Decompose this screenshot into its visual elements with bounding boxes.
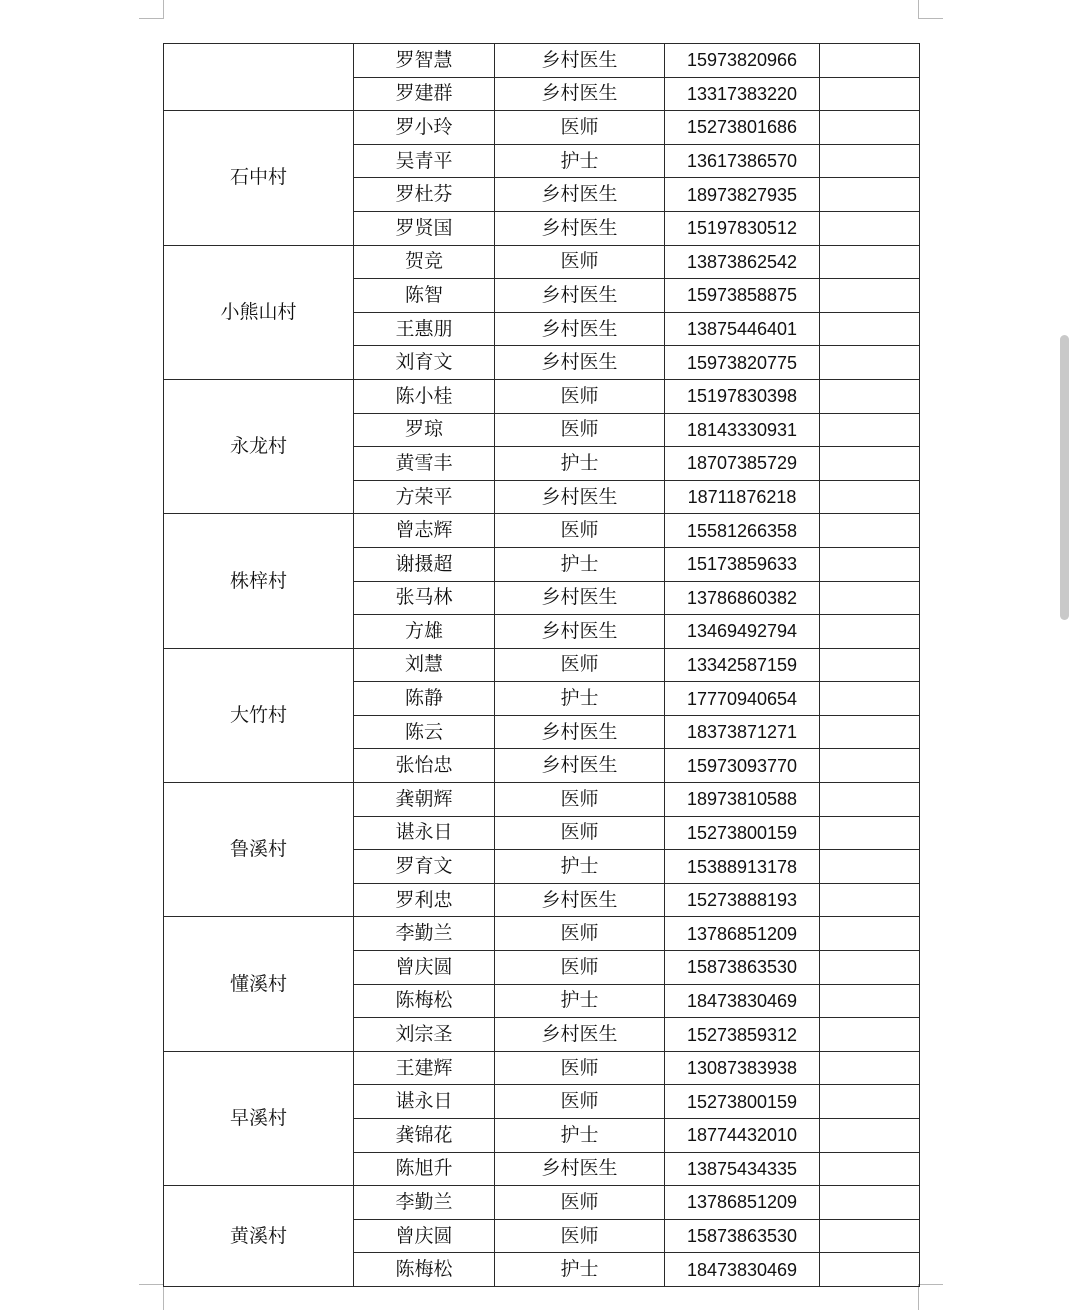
note-cell — [820, 279, 920, 313]
name-cell: 王建辉 — [354, 1051, 495, 1085]
name-cell: 刘慧 — [354, 648, 495, 682]
village-cell: 早溪村 — [164, 1051, 354, 1185]
crop-mark-bottom-left-v — [163, 1284, 164, 1310]
village-cell: 小熊山村 — [164, 245, 354, 379]
crop-mark-top-left-v — [163, 0, 164, 19]
note-cell — [820, 346, 920, 380]
table-row — [164, 783, 920, 817]
name-cell: 罗杜芬 — [354, 178, 495, 212]
village-cell — [164, 44, 354, 111]
note-cell — [820, 1253, 920, 1287]
role-cell: 乡村医生 — [495, 883, 665, 917]
name-cell: 张马林 — [354, 581, 495, 615]
name-cell: 陈云 — [354, 715, 495, 749]
crop-mark-top-left-h — [139, 18, 164, 19]
crop-mark-top-right-h — [918, 18, 943, 19]
role-cell: 乡村医生 — [495, 581, 665, 615]
phone-cell: 13875446401 — [665, 312, 820, 346]
note-cell — [820, 917, 920, 951]
note-cell — [820, 816, 920, 850]
note-cell — [820, 850, 920, 884]
name-cell: 方雄 — [354, 615, 495, 649]
role-cell: 乡村医生 — [495, 480, 665, 514]
table-row — [164, 917, 920, 951]
role-cell: 医师 — [495, 917, 665, 951]
phone-cell: 15973820966 — [665, 44, 820, 78]
note-cell — [820, 883, 920, 917]
name-cell: 曾志辉 — [354, 514, 495, 548]
note-cell — [820, 581, 920, 615]
name-cell: 陈梅松 — [354, 1253, 495, 1287]
village-cell: 永龙村 — [164, 379, 354, 513]
role-cell: 护士 — [495, 1253, 665, 1287]
table-row — [164, 379, 920, 413]
phone-cell: 13873862542 — [665, 245, 820, 279]
note-cell — [820, 480, 920, 514]
note-cell — [820, 413, 920, 447]
role-cell: 医师 — [495, 816, 665, 850]
name-cell: 张怡忠 — [354, 749, 495, 783]
village-cell: 石中村 — [164, 111, 354, 245]
name-cell: 龚朝辉 — [354, 783, 495, 817]
phone-cell: 15581266358 — [665, 514, 820, 548]
table-row — [164, 1186, 920, 1220]
name-cell: 陈智 — [354, 279, 495, 313]
role-cell: 医师 — [495, 111, 665, 145]
phone-cell: 18707385729 — [665, 447, 820, 481]
role-cell: 护士 — [495, 682, 665, 716]
note-cell — [820, 1085, 920, 1119]
name-cell: 陈梅松 — [354, 984, 495, 1018]
phone-cell: 15173859633 — [665, 547, 820, 581]
name-cell: 贺竞 — [354, 245, 495, 279]
phone-cell: 15873863530 — [665, 951, 820, 985]
note-cell — [820, 178, 920, 212]
role-cell: 护士 — [495, 447, 665, 481]
role-cell: 乡村医生 — [495, 346, 665, 380]
role-cell: 医师 — [495, 951, 665, 985]
phone-cell: 15973820775 — [665, 346, 820, 380]
name-cell: 罗小玲 — [354, 111, 495, 145]
role-cell: 乡村医生 — [495, 312, 665, 346]
role-cell: 乡村医生 — [495, 715, 665, 749]
phone-cell: 15197830398 — [665, 379, 820, 413]
phone-cell: 17770940654 — [665, 682, 820, 716]
name-cell: 刘宗圣 — [354, 1018, 495, 1052]
phone-cell: 18373871271 — [665, 715, 820, 749]
name-cell: 方荣平 — [354, 480, 495, 514]
role-cell: 乡村医生 — [495, 1018, 665, 1052]
name-cell: 陈小桂 — [354, 379, 495, 413]
role-cell: 乡村医生 — [495, 749, 665, 783]
phone-cell: 13317383220 — [665, 77, 820, 111]
crop-mark-top-right-v — [918, 0, 919, 19]
village-cell: 黄溪村 — [164, 1186, 354, 1287]
note-cell — [820, 379, 920, 413]
phone-cell: 15273800159 — [665, 1085, 820, 1119]
name-cell: 罗建群 — [354, 77, 495, 111]
phone-cell: 18774432010 — [665, 1119, 820, 1153]
note-cell — [820, 615, 920, 649]
table-row — [164, 111, 920, 145]
note-cell — [820, 984, 920, 1018]
phone-cell: 15973858875 — [665, 279, 820, 313]
note-cell — [820, 547, 920, 581]
note-cell — [820, 1152, 920, 1186]
note-cell — [820, 111, 920, 145]
note-cell — [820, 245, 920, 279]
phone-cell: 18973810588 — [665, 783, 820, 817]
phone-cell: 13617386570 — [665, 144, 820, 178]
note-cell — [820, 312, 920, 346]
name-cell: 曾庆圆 — [354, 951, 495, 985]
note-cell — [820, 77, 920, 111]
role-cell: 乡村医生 — [495, 44, 665, 78]
phone-cell: 13786851209 — [665, 917, 820, 951]
role-cell: 医师 — [495, 1219, 665, 1253]
role-cell: 乡村医生 — [495, 615, 665, 649]
note-cell — [820, 447, 920, 481]
note-cell — [820, 1051, 920, 1085]
table-row — [164, 44, 920, 78]
name-cell: 李勤兰 — [354, 1186, 495, 1220]
note-cell — [820, 1186, 920, 1220]
name-cell: 罗育文 — [354, 850, 495, 884]
village-cell: 懂溪村 — [164, 917, 354, 1051]
staff-table — [163, 43, 920, 1287]
staff-table-body — [164, 44, 920, 1287]
phone-cell: 18473830469 — [665, 1253, 820, 1287]
crop-mark-bottom-left-h — [139, 1284, 164, 1285]
phone-cell: 18143330931 — [665, 413, 820, 447]
phone-cell: 13786860382 — [665, 581, 820, 615]
table-row — [164, 245, 920, 279]
phone-cell: 15273859312 — [665, 1018, 820, 1052]
name-cell: 罗智慧 — [354, 44, 495, 78]
table-row — [164, 1051, 920, 1085]
name-cell: 谌永日 — [354, 816, 495, 850]
phone-cell: 15873863530 — [665, 1219, 820, 1253]
name-cell: 谌永日 — [354, 1085, 495, 1119]
role-cell: 医师 — [495, 783, 665, 817]
role-cell: 医师 — [495, 1085, 665, 1119]
role-cell: 医师 — [495, 1186, 665, 1220]
name-cell: 黄雪丰 — [354, 447, 495, 481]
name-cell: 王惠朋 — [354, 312, 495, 346]
role-cell: 医师 — [495, 648, 665, 682]
name-cell: 陈旭升 — [354, 1152, 495, 1186]
phone-cell: 15273800159 — [665, 816, 820, 850]
vertical-scrollbar[interactable] — [1060, 335, 1069, 620]
phone-cell: 15273888193 — [665, 883, 820, 917]
name-cell: 谢摄超 — [354, 547, 495, 581]
role-cell: 护士 — [495, 144, 665, 178]
note-cell — [820, 144, 920, 178]
note-cell — [820, 783, 920, 817]
role-cell: 护士 — [495, 850, 665, 884]
note-cell — [820, 211, 920, 245]
note-cell — [820, 44, 920, 78]
name-cell: 吴青平 — [354, 144, 495, 178]
village-cell: 株梓村 — [164, 514, 354, 648]
role-cell: 乡村医生 — [495, 178, 665, 212]
name-cell: 罗利忠 — [354, 883, 495, 917]
name-cell: 李勤兰 — [354, 917, 495, 951]
phone-cell: 13875434335 — [665, 1152, 820, 1186]
name-cell: 曾庆圆 — [354, 1219, 495, 1253]
phone-cell: 13786851209 — [665, 1186, 820, 1220]
note-cell — [820, 951, 920, 985]
phone-cell: 18711876218 — [665, 480, 820, 514]
role-cell: 医师 — [495, 245, 665, 279]
role-cell: 医师 — [495, 1051, 665, 1085]
name-cell: 罗贤国 — [354, 211, 495, 245]
phone-cell: 13087383938 — [665, 1051, 820, 1085]
note-cell — [820, 1018, 920, 1052]
note-cell — [820, 715, 920, 749]
table-row — [164, 514, 920, 548]
phone-cell: 15273801686 — [665, 111, 820, 145]
role-cell: 护士 — [495, 984, 665, 1018]
note-cell — [820, 514, 920, 548]
phone-cell: 18973827935 — [665, 178, 820, 212]
role-cell: 护士 — [495, 1119, 665, 1153]
phone-cell: 18473830469 — [665, 984, 820, 1018]
phone-cell: 13469492794 — [665, 615, 820, 649]
note-cell — [820, 648, 920, 682]
role-cell: 乡村医生 — [495, 77, 665, 111]
name-cell: 罗琼 — [354, 413, 495, 447]
note-cell — [820, 682, 920, 716]
name-cell: 刘育文 — [354, 346, 495, 380]
village-cell: 鲁溪村 — [164, 783, 354, 917]
role-cell: 医师 — [495, 413, 665, 447]
role-cell: 医师 — [495, 379, 665, 413]
role-cell: 乡村医生 — [495, 211, 665, 245]
name-cell: 龚锦花 — [354, 1119, 495, 1153]
crop-mark-bottom-right-v — [918, 1284, 919, 1310]
phone-cell: 15388913178 — [665, 850, 820, 884]
role-cell: 乡村医生 — [495, 1152, 665, 1186]
phone-cell: 13342587159 — [665, 648, 820, 682]
note-cell — [820, 749, 920, 783]
table-row — [164, 648, 920, 682]
crop-mark-bottom-right-h — [918, 1284, 943, 1285]
name-cell: 陈静 — [354, 682, 495, 716]
role-cell: 医师 — [495, 514, 665, 548]
role-cell: 护士 — [495, 547, 665, 581]
phone-cell: 15973093770 — [665, 749, 820, 783]
note-cell — [820, 1219, 920, 1253]
note-cell — [820, 1119, 920, 1153]
village-cell: 大竹村 — [164, 648, 354, 782]
role-cell: 乡村医生 — [495, 279, 665, 313]
phone-cell: 15197830512 — [665, 211, 820, 245]
